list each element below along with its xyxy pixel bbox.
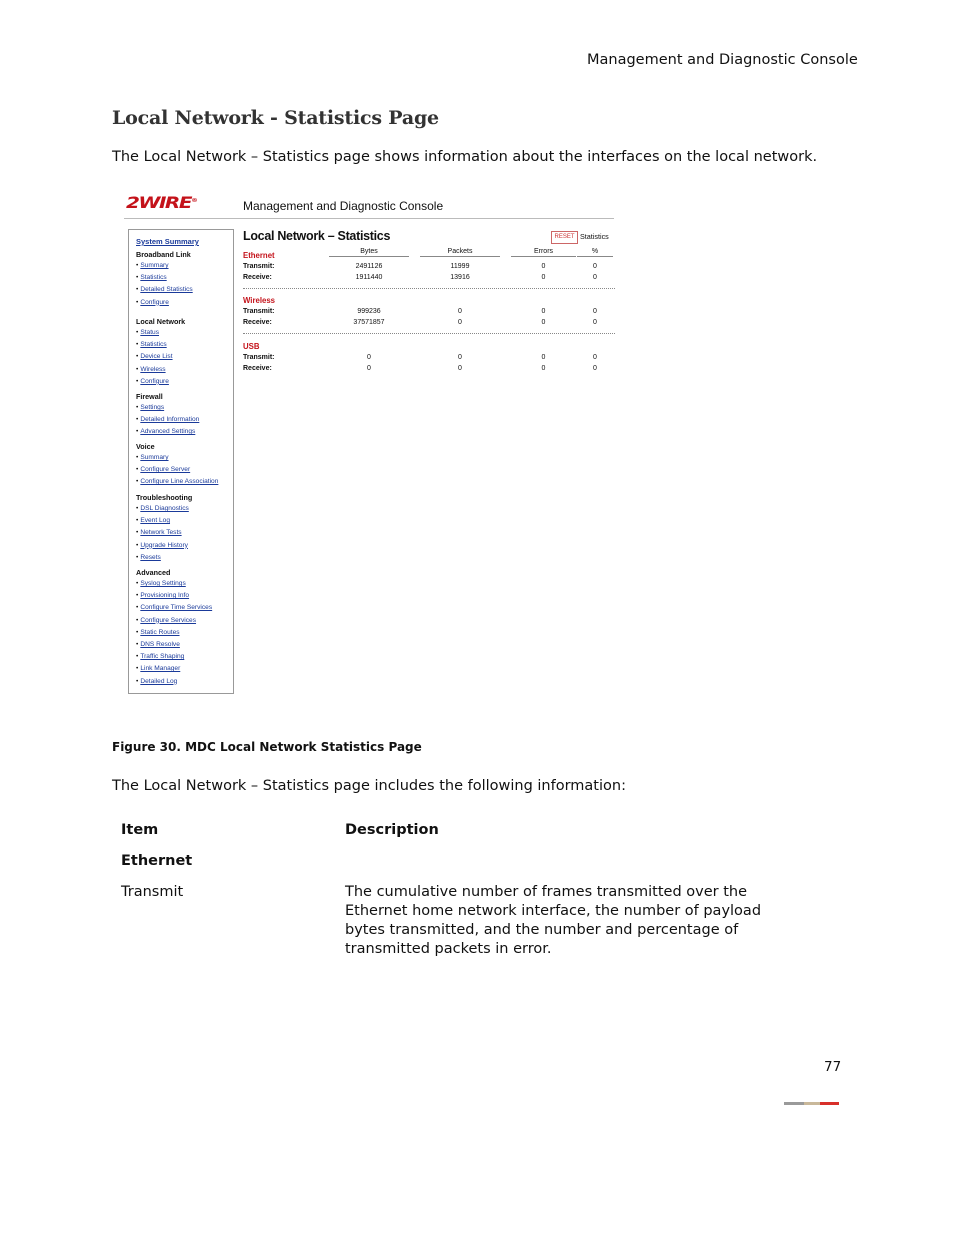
sidebar-link[interactable] [136, 272, 193, 284]
bullet-icon: • [136, 428, 139, 436]
sidebar-link-label: Detailed Log [140, 677, 178, 685]
sidebar-group [136, 317, 185, 388]
sidebar-link[interactable] [136, 615, 212, 627]
stats-row-label: Transmit: [243, 354, 275, 361]
stats-row-label: Transmit: [243, 263, 275, 270]
bullet-icon: • [136, 274, 139, 282]
stats-cell: 0 [458, 319, 462, 326]
sidebar-link[interactable] [136, 651, 212, 663]
sidebar-link-label: DNS Resolve [140, 640, 180, 648]
stats-cell: 0 [458, 308, 462, 315]
sidebar-link[interactable] [136, 402, 199, 414]
sidebar-link[interactable] [136, 552, 192, 564]
sidebar-link[interactable] [136, 476, 218, 488]
sidebar-link[interactable] [136, 627, 212, 639]
stats-cell: 0 [541, 354, 546, 361]
bullet-icon: • [136, 377, 139, 385]
sidebar-link[interactable] [136, 452, 218, 464]
sidebar-link-label: Advanced Settings [140, 428, 196, 436]
bullet-icon: • [136, 454, 139, 461]
stats-cell: 0 [593, 319, 597, 326]
sidebar-group-title: Voice [136, 442, 155, 451]
sidebar-link-label: Statistics [140, 274, 167, 282]
sidebar-link[interactable] [136, 351, 185, 363]
intro-paragraph: The Local Network – Statistics page shows information about the interfaces on the local network. [112, 149, 818, 165]
stats-cell: 0 [367, 354, 371, 361]
sidebar-group-title: Broadband Link [136, 250, 191, 259]
sidebar-link[interactable] [136, 284, 193, 296]
sidebar-link-label: Configure [140, 298, 169, 306]
sidebar-link[interactable] [136, 376, 185, 388]
sidebar-group [136, 392, 199, 439]
sidebar-link[interactable] [136, 414, 199, 426]
stats-cell: 999236 [357, 308, 381, 315]
sidebar-link-label: Traffic Shaping [140, 653, 185, 661]
sidebar-group-title: Local Network [136, 317, 186, 326]
reset-button[interactable]: RESET [551, 231, 578, 244]
bullet-icon: • [136, 553, 139, 561]
stats-row-label: Receive: [243, 319, 272, 326]
table-row-item: Transmit [121, 884, 184, 900]
stats-cell: 0 [593, 263, 597, 270]
brand-logo: 2WIRE® [126, 193, 197, 213]
table-row-description: The cumulative number of frames transmitted over the Ethernet home network interface, the number of payload bytes transmitted, and the number and percentage of transmitted packets in error. [345, 884, 762, 957]
bullet-icon: • [136, 628, 139, 636]
sidebar-link-label: Configure Server [140, 466, 191, 474]
sidebar-link-label: Configure Line Association [140, 478, 219, 486]
bullet-icon: • [136, 478, 139, 486]
stats-row-label: Receive: [243, 365, 272, 372]
table-header-item: Item [121, 822, 159, 838]
sidebar-link-label: Settings [140, 404, 165, 411]
sidebar-link[interactable] [136, 297, 193, 309]
sidebar-link[interactable] [136, 590, 212, 602]
sidebar-group [136, 442, 218, 489]
column-header: Packets [420, 248, 500, 257]
sidebar-group-title: Firewall [136, 392, 163, 401]
sidebar-group [136, 250, 193, 309]
bullet-icon: • [136, 353, 139, 361]
header-divider [124, 218, 614, 219]
bullet-icon: • [136, 580, 139, 587]
stats-cell: 0 [458, 365, 462, 372]
sidebar-link-label: Configure Services [140, 616, 197, 624]
interface-section-label: Ethernet [243, 251, 275, 260]
stats-cell: 0 [458, 354, 462, 361]
sidebar-link[interactable] [136, 339, 185, 351]
sidebar-link-label: Event Log [140, 517, 171, 525]
sidebar-nav [128, 229, 234, 694]
bullet-icon: • [136, 365, 139, 373]
sidebar-link-label: Resets [140, 553, 161, 561]
sidebar-link-label: Wireless [140, 365, 166, 373]
bullet-icon: • [136, 517, 139, 525]
sidebar-link[interactable] [136, 663, 212, 675]
figure-screenshot [122, 190, 622, 700]
bullet-icon: • [136, 341, 139, 349]
sidebar-link-label: Upgrade History [140, 541, 188, 549]
footer-accent-bar-red [820, 1102, 839, 1105]
bullet-icon: • [136, 466, 139, 474]
interface-section-label: Wireless [243, 296, 276, 305]
sidebar-link-label: DSL Diagnostics [140, 505, 189, 512]
sidebar-link[interactable] [136, 426, 199, 438]
stats-cell: 0 [541, 274, 546, 281]
sidebar-link[interactable] [136, 364, 185, 376]
sidebar-link-label: Syslog Settings [140, 580, 186, 587]
bullet-icon: • [136, 329, 139, 336]
sidebar-group [136, 493, 192, 564]
stats-cell: 11999 [450, 263, 470, 270]
table-group-ethernet: Ethernet [121, 853, 193, 869]
bullet-icon: • [136, 404, 139, 411]
sidebar-link[interactable] [136, 515, 192, 527]
stats-row-label: Receive: [243, 274, 272, 281]
sidebar-link[interactable] [136, 639, 212, 651]
sidebar-link[interactable] [136, 602, 212, 614]
footer-accent-bar-gray [784, 1102, 804, 1105]
section-divider [243, 333, 615, 334]
stats-cell: 13916 [450, 274, 470, 281]
column-header: Bytes [329, 248, 409, 257]
sidebar-group-title: Advanced [136, 568, 171, 577]
bullet-icon: • [136, 677, 139, 685]
stats-cell: 0 [541, 319, 546, 326]
bullet-icon: • [136, 505, 139, 512]
sidebar-link-system-summary[interactable]: System Summary [136, 237, 199, 246]
stats-cell: 0 [367, 365, 371, 372]
footer-accent-bar-tan [804, 1102, 820, 1105]
stats-cell: 0 [593, 354, 597, 361]
tab-statistics[interactable]: Statistics [580, 232, 609, 241]
section-title: Local Network - Statistics Page [112, 107, 439, 129]
sidebar-link-label: Configure [140, 377, 169, 385]
stats-cell: 1911440 [355, 274, 383, 281]
sidebar-link[interactable] [136, 464, 218, 476]
stats-cell: 0 [593, 308, 597, 315]
bullet-icon: • [136, 298, 139, 306]
sidebar-link-label: Network Tests [140, 529, 182, 537]
sidebar-link-label: Link Manager [140, 665, 181, 673]
bullet-icon: • [136, 640, 139, 648]
sidebar-link[interactable] [136, 578, 212, 590]
section-divider [243, 288, 615, 289]
bullet-icon: • [136, 592, 139, 600]
stats-row-label: Transmit: [243, 308, 275, 315]
bullet-icon: • [136, 653, 139, 661]
sidebar-link[interactable] [136, 540, 192, 552]
sidebar-link-label: Statistics [140, 341, 167, 349]
sidebar-link[interactable] [136, 527, 192, 539]
stats-cell: 0 [541, 263, 546, 270]
sidebar-group-title: Troubleshooting [136, 493, 193, 502]
intro-paragraph-2: The Local Network – Statistics page includes the following information: [112, 778, 626, 794]
sidebar-link-label: Provisioning Info [140, 592, 190, 600]
sidebar-link-label: Summary [140, 454, 169, 461]
sidebar-link[interactable] [136, 503, 192, 515]
table-header-description: Description [345, 822, 439, 838]
stats-cell: 0 [593, 365, 597, 372]
stats-cell: 0 [593, 274, 597, 281]
sidebar-link[interactable] [136, 260, 193, 272]
running-header: Management and Diagnostic Console [587, 52, 858, 68]
stats-cell: 0 [541, 308, 546, 315]
sidebar-link-label: Device List [140, 353, 173, 361]
bullet-icon: • [136, 616, 139, 624]
sidebar-group [136, 568, 212, 688]
sidebar-link-label: Detailed Information [140, 416, 200, 424]
bullet-icon: • [136, 541, 139, 549]
bullet-icon: • [136, 665, 139, 673]
interface-section-label: USB [243, 342, 260, 351]
stats-cell: 0 [541, 365, 546, 372]
stats-cell: 2491126 [355, 263, 383, 270]
column-header: % [577, 248, 613, 257]
sidebar-link-label: Static Routes [140, 628, 180, 636]
sidebar-link[interactable] [136, 327, 185, 339]
page-number: 77 [824, 1059, 842, 1075]
sidebar-link-label: Detailed Statistics [140, 286, 193, 294]
bullet-icon: • [136, 604, 139, 612]
bullet-icon: • [136, 286, 139, 294]
column-header: Errors [511, 248, 576, 257]
sidebar-link-label: Status [140, 329, 160, 336]
app-title: Management and Diagnostic Console [243, 199, 444, 213]
stats-cell: 37571857 [353, 319, 385, 326]
bullet-icon: • [136, 262, 139, 269]
bullet-icon: • [136, 529, 139, 537]
sidebar-link[interactable] [136, 676, 212, 688]
page-title: Local Network – Statistics [243, 229, 391, 243]
figure-caption: Figure 30. MDC Local Network Statistics Page [112, 740, 422, 754]
bullet-icon: • [136, 416, 139, 424]
sidebar-link-label: Summary [140, 262, 169, 269]
sidebar-link-label: Configure Time Services [140, 604, 213, 612]
